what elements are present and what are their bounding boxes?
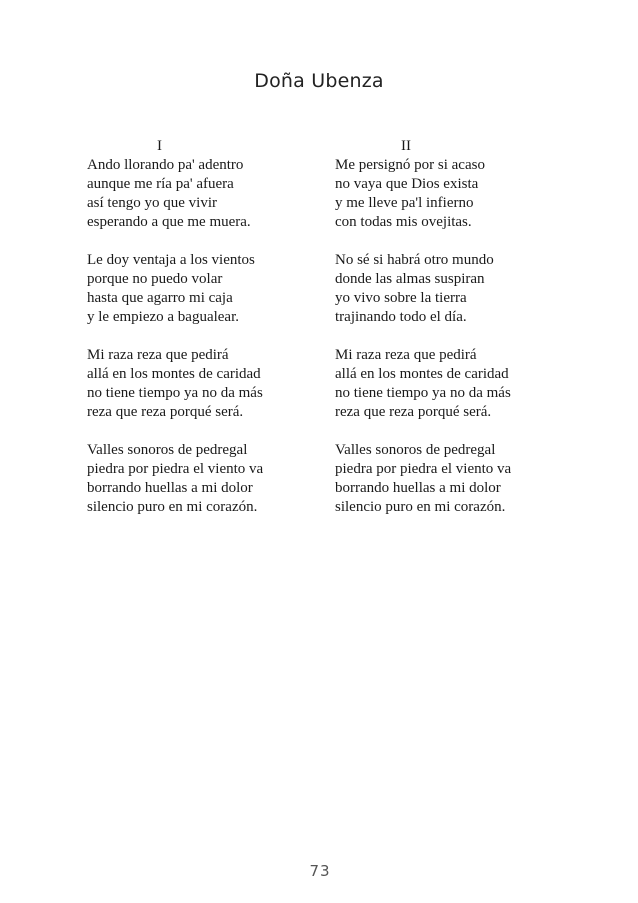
stanza <box>87 346 327 422</box>
verse-line: y me lleve pa'l infierno <box>335 195 474 211</box>
verse-line: Me persignó por si acaso <box>335 157 485 173</box>
verse-line: No sé si habrá otro mundo <box>335 252 494 268</box>
verse-line: esperando a que me muera. <box>87 214 251 230</box>
stanza <box>87 251 327 327</box>
page-title: Doña Ubenza <box>254 70 384 92</box>
verse-line: silencio puro en mi corazón. <box>87 499 258 515</box>
verse-line: y le empiezo a bagualear. <box>87 309 240 325</box>
stanza <box>87 156 327 232</box>
page-number: 73 <box>309 862 331 880</box>
verse-line: hasta que agarro mi caja <box>87 290 233 306</box>
column-i <box>87 137 327 536</box>
stanza <box>335 441 575 517</box>
stanza <box>335 156 575 232</box>
verse-line: aunque me ría pa' afuera <box>87 176 234 192</box>
verse-line: reza que reza porqué será. <box>335 404 492 420</box>
verse-line: silencio puro en mi corazón. <box>335 499 506 515</box>
verse-line: borrando huellas a mi dolor <box>87 480 253 496</box>
stanza <box>335 346 575 422</box>
verse-line: allá en los montes de caridad <box>87 366 261 382</box>
section-numeral: II <box>401 138 411 154</box>
verse-line: Ando llorando pa' adentro <box>87 157 244 173</box>
verse-line: piedra por piedra el viento va <box>87 461 264 477</box>
verse-line: piedra por piedra el viento va <box>335 461 512 477</box>
verse-line: Mi raza reza que pedirá <box>335 347 477 363</box>
section-numeral: I <box>157 138 162 154</box>
verse-line: Valles sonoros de pedregal <box>335 442 496 458</box>
verse-line: Le doy ventaja a los vientos <box>87 252 255 268</box>
verse-line: trajinando todo el día. <box>335 309 467 325</box>
verse-line: donde las almas suspiran <box>335 271 485 287</box>
column-ii <box>335 137 575 536</box>
verse-line: no tiene tiempo ya no da más <box>87 385 263 401</box>
verse-line: no tiene tiempo ya no da más <box>335 385 511 401</box>
verse-line: así tengo yo que vivir <box>87 195 217 211</box>
stanza <box>335 251 575 327</box>
stanza <box>87 441 327 517</box>
verse-line: reza que reza porqué será. <box>87 404 244 420</box>
verse-line: no vaya que Dios exista <box>335 176 479 192</box>
verse-line: yo vivo sobre la tierra <box>335 290 467 306</box>
verse-line: porque no puedo volar <box>87 271 223 287</box>
verse-line: con todas mis ovejitas. <box>335 214 472 230</box>
verse-line: Mi raza reza que pedirá <box>87 347 229 363</box>
verse-line: Valles sonoros de pedregal <box>87 442 248 458</box>
verse-line: allá en los montes de caridad <box>335 366 509 382</box>
verse-line: borrando huellas a mi dolor <box>335 480 501 496</box>
